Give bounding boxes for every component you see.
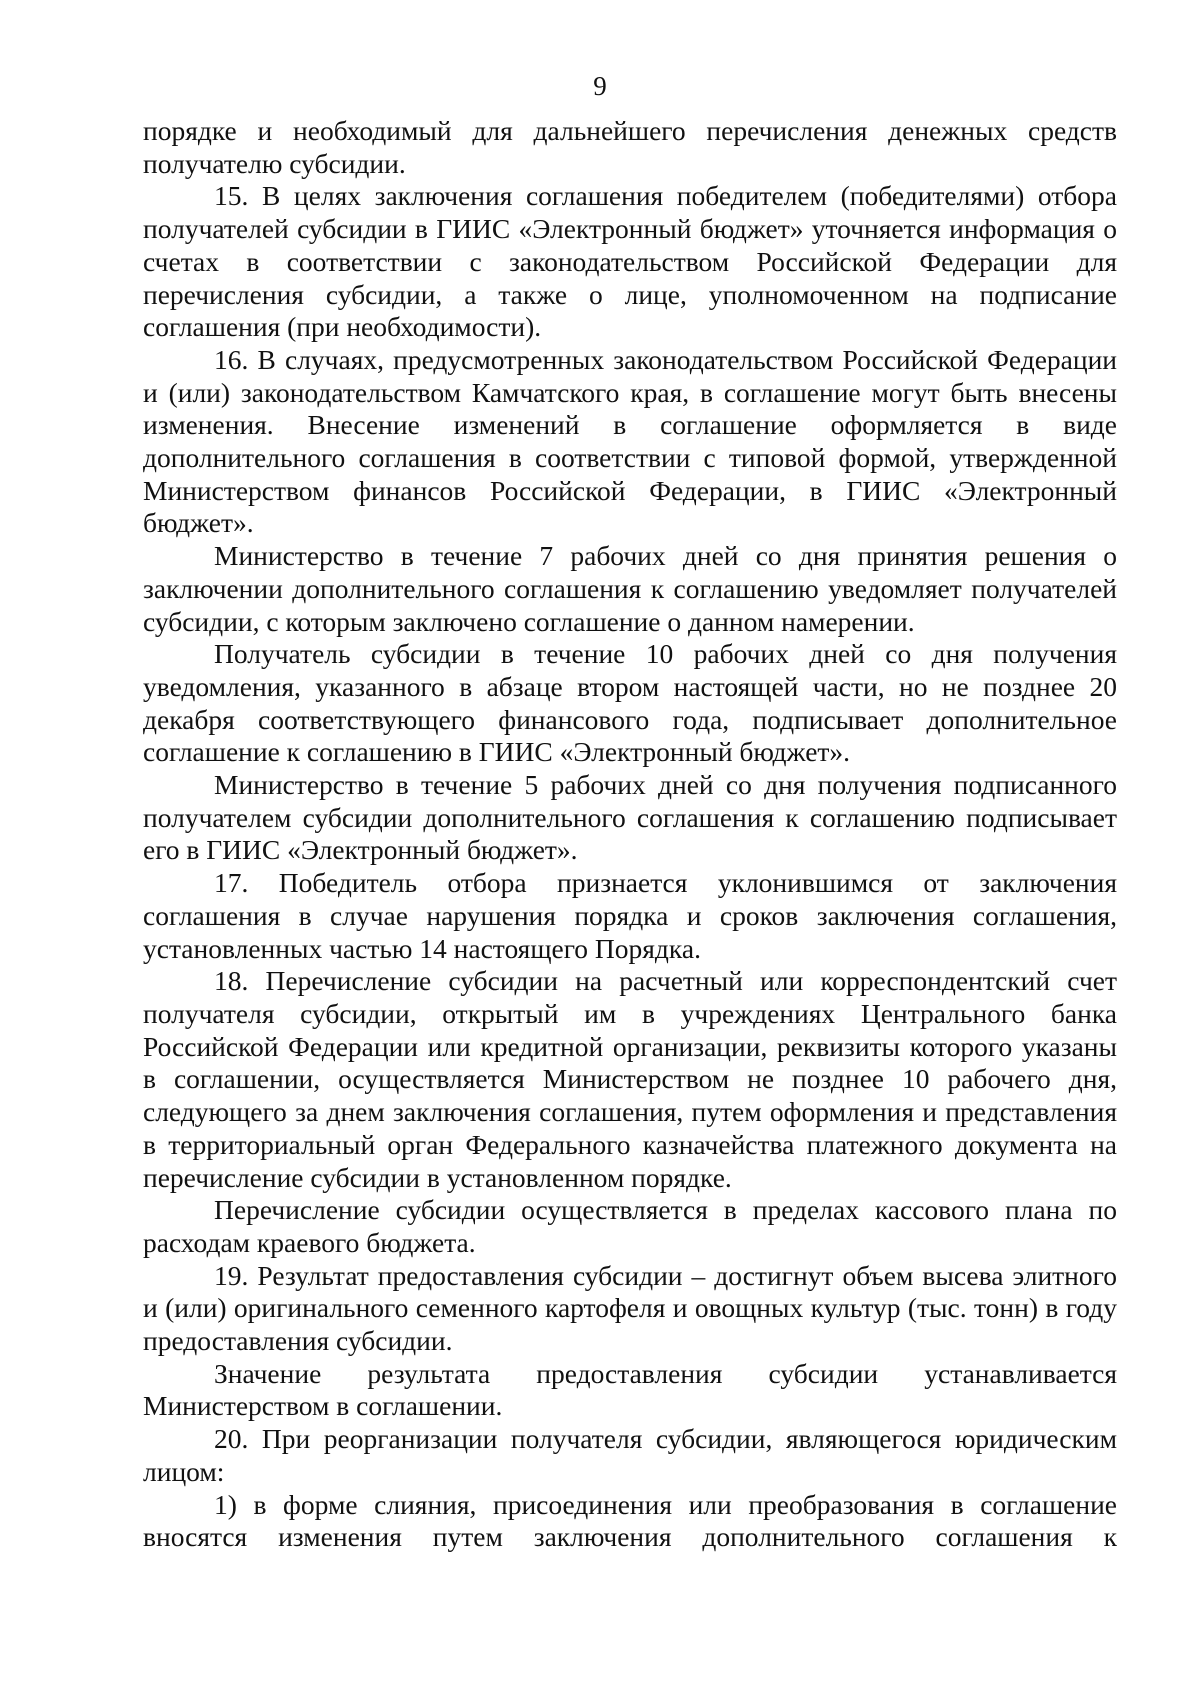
paragraph-item-16: 16. В случаях, предусмотренных законодательством Российской Федерации и (или) законодательством Камчатского края, в соглашение могут быть внесены изменения. Внесение изменений в соглашение оформляется в виде дополнительного соглашения в соответствии с типовой формой, утвержденной Министерством финансов Российской Федерации, в ГИИС «Электронный бюджет». bbox=[143, 343, 1117, 539]
paragraph-item-15: 15. В целях заключения соглашения победителем (победителями) отбора получателей субсидии в ГИИС «Электронный бюджет» уточняется информация о счетах в соответствии с законодательством Российской Федерации для перечисления субсидии, а также о лице, уполномоченном на подписание соглашения (при необходимости). bbox=[143, 180, 1117, 343]
paragraph-continuation: порядке и необходимый для дальнейшего перечисления денежных средств получателю субсидии. bbox=[143, 115, 1117, 179]
paragraph-ministry-signs: Министерство в течение 5 рабочих дней со дня получения подписанного получателем субсидии дополнительного соглашения к соглашению подписывает его в ГИИС «Электронный бюджет». bbox=[143, 769, 1117, 866]
paragraph-item-20-1: 1) в форме слияния, присоединения или преобразования в соглашение вносятся изменения путем заключения дополнительного соглашения к bbox=[143, 1488, 1117, 1553]
paragraph-result-value: Значение результата предоставления субсидии устанавливается Министерством в соглашении. bbox=[143, 1357, 1117, 1422]
paragraph-item-20: 20. При реорганизации получателя субсидии, являющегося юридическим лицом: bbox=[143, 1423, 1117, 1487]
document-body bbox=[143, 115, 1117, 1554]
paragraph-recipient-signs: Получатель субсидии в течение 10 рабочих дней со дня получения уведомления, указанного в абзаце втором настоящей части, но не позднее 20 декабря соответствующего финансового года, подписывает дополнительное соглашение к соглашению в ГИИС «Электронный бюджет». bbox=[143, 638, 1117, 768]
paragraph-item-18: 18. Перечисление субсидии на расчетный или корреспондентский счет получателя субсидии, открытый им в учреждениях Центрального банка Российской Федерации или кредитной организации, реквизиты которого указаны в соглашении, осуществляется Министерством не позднее 10 рабочего дня, следующего за днем заключения соглашения, путем оформления и представления в территориальный орган Федерального казначейства платежного документа на перечисление субсидии в установленном порядке. bbox=[143, 965, 1117, 1193]
paragraph-ministry-notice: Министерство в течение 7 рабочих дней со дня принятия решения о заключении дополнительного соглашения к соглашению уведомляет получателей субсидии, с которым заключено соглашение о данном намерении. bbox=[143, 540, 1117, 637]
paragraph-item-17: 17. Победитель отбора признается уклонившимся от заключения соглашения в случае нарушения порядка и сроков заключения соглашения, установленных частью 14 настоящего Порядка. bbox=[143, 867, 1117, 964]
page-number: 9 bbox=[593, 71, 607, 101]
paragraph-item-19: 19. Результат предоставления субсидии – достигнут объем высева элитного и (или) оригинального семенного картофеля и овощных культур (тыс. тонн) в году предоставления субсидии. bbox=[143, 1259, 1117, 1357]
paragraph-cash-plan: Перечисление субсидии осуществляется в пределах кассового плана по расходам краевого бюджета. bbox=[143, 1194, 1117, 1258]
